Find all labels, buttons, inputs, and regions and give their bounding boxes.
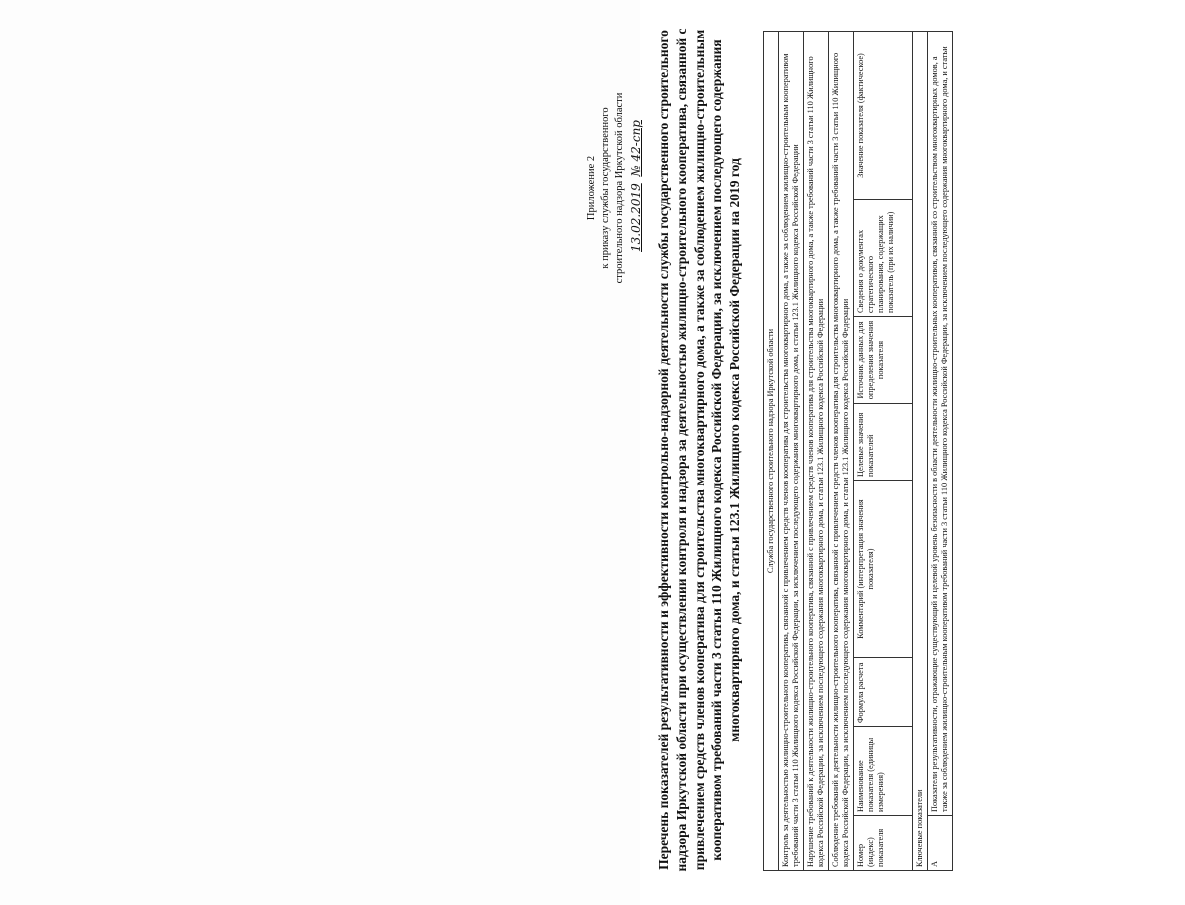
- header-actual-value: Значение показателя (фактическое): [853, 32, 912, 200]
- row-a-index: А: [927, 816, 952, 871]
- order-date-number: [628, 23, 645, 353]
- header-row: [853, 32, 912, 871]
- compliance-row: Соблюдение требований к деятельности жилищно-строительного кооператива, связанной с привлечением средств членов кооператива для строительства многоквартирного дома, а также требований части 3 статьи 110 Жилищного кодекса Российской Федерации, за исключением последующего содержания многоквартирного дома, и статьи 123.1 Жилищного кодекса Российской Федерации: [828, 32, 853, 871]
- control-scope-row: Контроль за деятельностью жилищно-строительного кооператива, связанной с привлечением средств членов кооператива для строительства многоквартирного дома, а также за соблюдением жилищно-строительным кооперативом требований части 3 статьи 110 Жилищного кодекса Российской Федерации, за исключением последующего содержания многоквартирного дома, и статьи 123.1 Жилищного кодекса Российской Федерации: [778, 32, 803, 871]
- header-source: Источник данных для определения значения показателя: [853, 317, 912, 404]
- appendix-number: Приложение 2: [586, 155, 597, 221]
- table-row: [927, 32, 952, 871]
- row-a-text: Показатели результативности, отражающие существующий и целевой уровень безопасности в области деятельности жилищно-строительных кооперативов, связанной со строительством многоквартирных домов, а также за соблюдением жилищно-строительным кооперативом требований части 3 статьи 110 Жилищного кодекса Российской Федерации, за исключением последующего содержания многоквартирного дома, и статьи: [927, 32, 952, 816]
- order-number: № 42-спр: [628, 120, 643, 177]
- header-formula: Формула расчета: [853, 658, 912, 727]
- header-name: Наименование показателя (единицы измерения): [853, 727, 912, 816]
- header-comment: Комментарий (интерпретация значения показателя): [853, 481, 912, 658]
- indicators-table: [763, 31, 953, 871]
- appendix-stamp: [585, 23, 645, 353]
- order-date: 13.02.2019: [628, 183, 643, 252]
- violation-row: Нарушение требований к деятельности жилищно-строительного кооператива, связанной с привлечением средств членов кооператива для строительства многоквартирного дома, а также требований части 3 статьи 110 Жилищного кодекса Российской Федерации, за исключением последующего содержания многоквартирного дома, и статьи 123.1 Жилищного кодекса Российской Федерации: [803, 32, 828, 871]
- header-strategic-docs: Сведения о документах стратегического планирования, содержащих показатель (при их наличии): [853, 200, 912, 317]
- header-index: Номер (индекс) показателя: [853, 816, 912, 871]
- section-key-indicators: Ключевые показатели: [912, 32, 927, 871]
- rotated-sheet: [585, 15, 1185, 895]
- order-reference: к приказу службы государственного: [600, 107, 612, 269]
- agency-reference: строительного надзора Иркутской области: [614, 92, 626, 284]
- header-target: Целевые значения показателей: [853, 404, 912, 481]
- document-title: Перечень показателей результативности и эффективности контрольно-надзорной деятельности службы государственного строительного надзора Иркутской области при осуществлении контроля и надзора за деятельностью жилищно-строительного кооператива, связанной с привлечением средств членов кооператива для строительства многоквартирного дома, а также за соблюдением жилищно-строительным кооперативом требований части 3 статьи 110 Жилищного кодекса Российской Федерации, за исключением последующего содержания многоквартирного дома, и статьи 123.1 Жилищного кодекса Российской Федерации на 2019 год: [656, 28, 743, 872]
- agency-row: Служба государственного строительного надзора Иркутской области: [764, 32, 779, 871]
